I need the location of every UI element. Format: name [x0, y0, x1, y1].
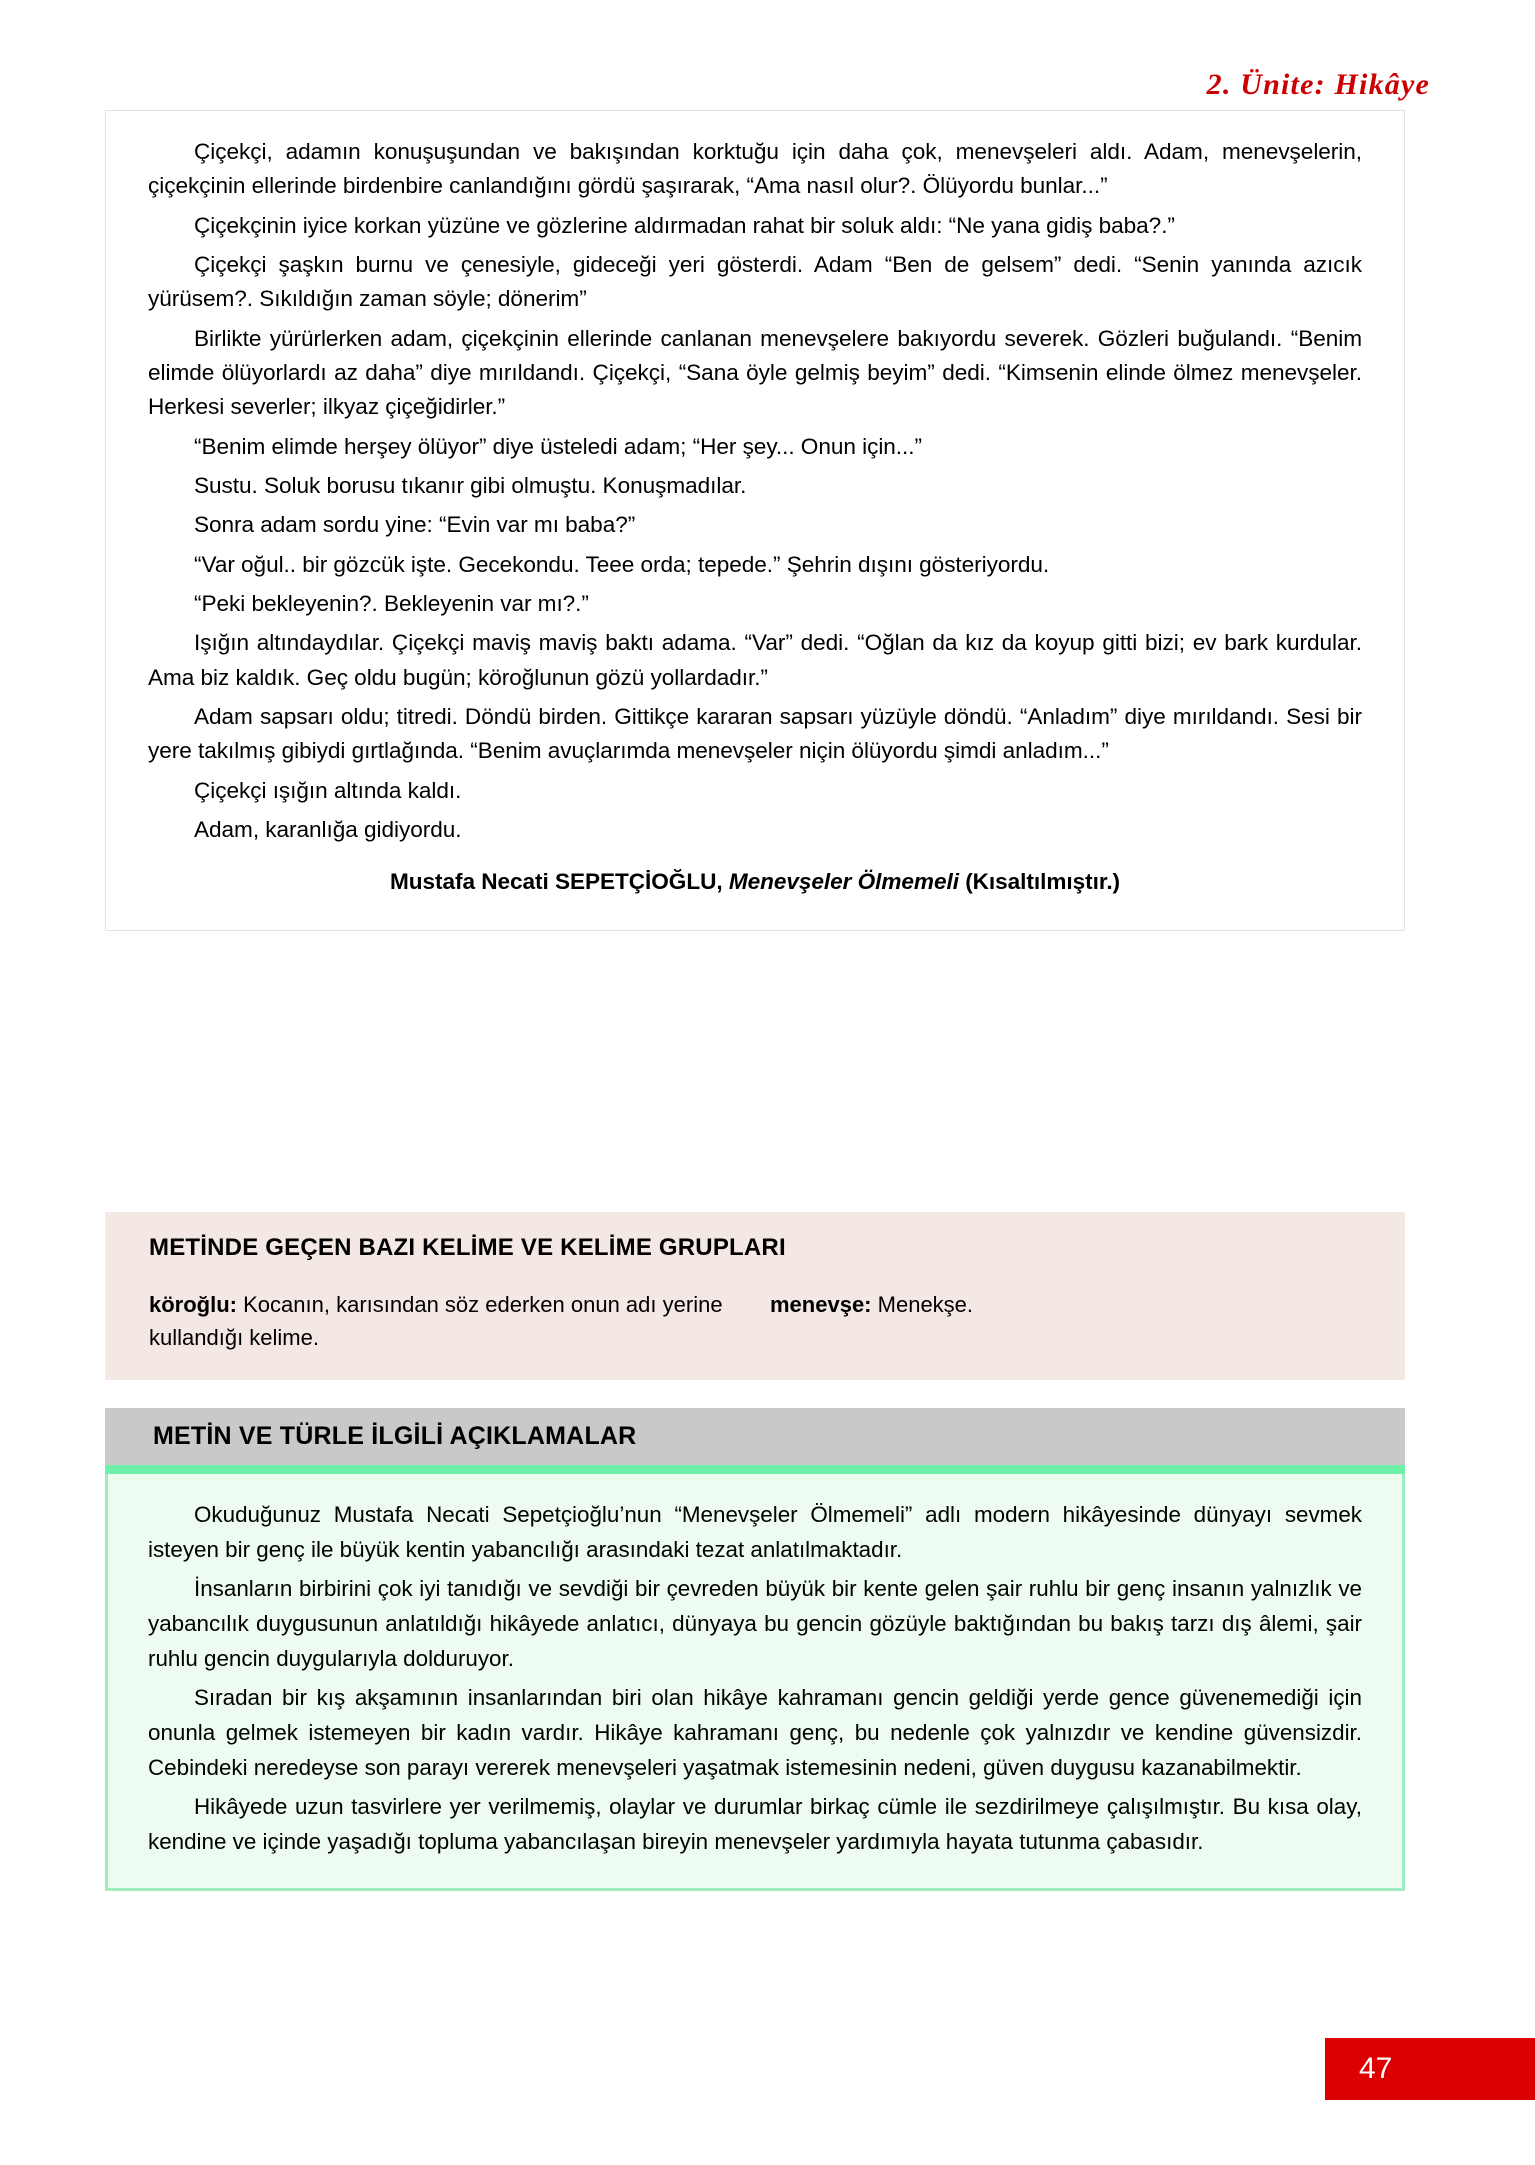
explanation-paragraph: Sıradan bir kış akşamının insanlarından biri olan hikâye kahramanı gencin geldiği yerde gence güvenemediği için onunla gelmek istemeyen bir kadın vardır. Hikâye kahramanı genç, bu nedenle çok yalnızdır ve kendine güvensizdir. Cebindeki neredeyse son parayı vererek menevşeleri yaşatmak istemesinin nedeni, güven duygusu kazanabilmektir. — [148, 1684, 1362, 1780]
attribution-work-title: Menevşeler Ölmemeli — [728, 869, 959, 895]
story-paragraph: Adam sapsarı oldu; titredi. Döndü birden. Gittikçe kararan sapsarı yüzüyle döndü. “Anladım” diye mırıldandı. Sesi bir yere takılmış gibiydi gırtlağında. “Benim avuçlarımda menevşeler niçin ölüyordu şimdi anladım...” — [148, 703, 1362, 764]
story-text-box — [105, 110, 1405, 931]
story-paragraph: “Peki bekleyenin?. Bekleyenin var mı?.” — [194, 590, 589, 616]
story-paragraph: “Var oğul.. bir gözcük işte. Gecekondu. Teee orda; tepede.” Şehrin dışını gösteriyordu. — [194, 551, 1050, 577]
explanation-paragraph: Hikâyede uzun tasvirlere yer verilmemiş, olaylar ve durumlar birkaç cümle ile sezdirilmeye çalışılmıştır. Bu kısa olay, kendine ve içinde yaşadığı topluma yabancılaşan bireyin menevşeler yardımıyla hayata tutunma çabasıdır. — [148, 1793, 1362, 1854]
story-paragraph: Birlikte yürürlerken adam, çiçekçinin ellerinde canlanan menevşelere bakıyordu severek. Gözleri buğulandı. “Benim elimde ölüyorlardı az daha” diye mırıldandı. Çiçekçi, “Sana öyle gelmiş beyim” dedi. “Kimsenin elinde ölmez menevşeler. Herkesi severler; ilkyaz çiçeğidirler.” — [148, 325, 1362, 420]
story-paragraph: Çiçekçinin iyice korkan yüzüne ve gözlerine aldırmadan rahat bir soluk aldı: “Ne yana gidiş baba?.” — [194, 212, 1175, 238]
story-paragraph: Çiçekçi ışığın altında kaldı. — [194, 777, 462, 803]
attribution-note: (Kısaltılmıştır.) — [965, 869, 1121, 895]
story-paragraph: Işığın altındaydılar. Çiçekçi maviş maviş baktı adama. “Var” dedi. “Oğlan da kız da koyup gitti bizi; ev bark kurdular. Ama biz kaldık. Geç oldu bugün; köroğlunun gözü yollardadır.” — [148, 630, 1362, 690]
explanations-body — [105, 1474, 1405, 1891]
attribution-author: Mustafa Necati SEPETÇİOĞLU, — [389, 869, 723, 895]
story-paragraph: Çiçekçi, adamın konuşuşundan ve bakışından korktuğu için daha çok, menevşeleri aldı. Adam, menevşelerin, çiçekçinin ellerinde birdenbire canlandığını gördü şaşırarak, “Ama nasıl olur?. Ölüyordu bunlar...” — [148, 139, 1362, 199]
story-paragraph: Adam, karanlığa gidiyordu. — [194, 816, 462, 842]
vocabulary-definition: Menekşe. — [877, 1292, 974, 1317]
vocabulary-box — [105, 1212, 1405, 1380]
story-attribution — [148, 865, 1362, 899]
story-paragraph: “Benim elimde herşey ölüyor” diye üsteledi adam; “Her şey... Onun için...” — [194, 433, 922, 459]
vocabulary-title: METİNDE GEÇEN BAZI KELİME VE KELİME GRUPLARI — [149, 1234, 786, 1261]
page-number: 47 — [1359, 2052, 1393, 2085]
unit-running-head: 2. Ünite: Hikâye — [1206, 68, 1430, 101]
vocabulary-entry — [149, 1288, 740, 1354]
vocabulary-definition: Kocanın, karısından söz ederken onun adı yerine kullandığı kelime. — [149, 1292, 723, 1350]
page-number-bar — [1325, 2038, 1535, 2100]
vocabulary-entry — [770, 1288, 1361, 1354]
explanation-paragraph: İnsanların birbirini çok iyi tanıdığı ve sevdiği bir çevreden büyük bir kente gelen şair ruhlu bir genç insanın yalnızlık ve yabancılık duygusunun anlatıldığı hikâyede anlatıcı, dünyaya bu gencin gözüyle baktığından bu bakış tarzı dış âlemi, şair ruhlu gencin duygularıyla dolduruyor. — [148, 1575, 1362, 1671]
story-paragraph: Sonra adam sordu yine: “Evin var mı baba?” — [194, 512, 636, 538]
vocabulary-term: köroğlu: — [149, 1292, 237, 1317]
vocabulary-term: menevşe: — [770, 1292, 872, 1317]
explanations-title: METİN VE TÜRLE İLGİLİ AÇIKLAMALAR — [105, 1408, 1405, 1474]
explanations-section — [105, 1408, 1405, 1891]
story-paragraph: Sustu. Soluk borusu tıkanır gibi olmuştu. Konuşmadılar. — [194, 472, 747, 498]
vocabulary-columns — [149, 1288, 1361, 1354]
explanation-paragraph: Okuduğunuz Mustafa Necati Sepetçioğlu’nun “Menevşeler Ölmemeli” adlı modern hikâyesinde dünyayı sevmek isteyen bir genç ile büyük kentin yabancılığı arasındaki tezat anlatılmaktadır. — [148, 1502, 1362, 1562]
story-paragraph: Çiçekçi şaşkın burnu ve çenesiyle, gideceği yeri gösterdi. Adam “Ben de gelsem” dedi. “Senin yanında azıcık yürüsem?. Sıkıldığın zaman söyle; dönerim” — [148, 251, 1362, 312]
